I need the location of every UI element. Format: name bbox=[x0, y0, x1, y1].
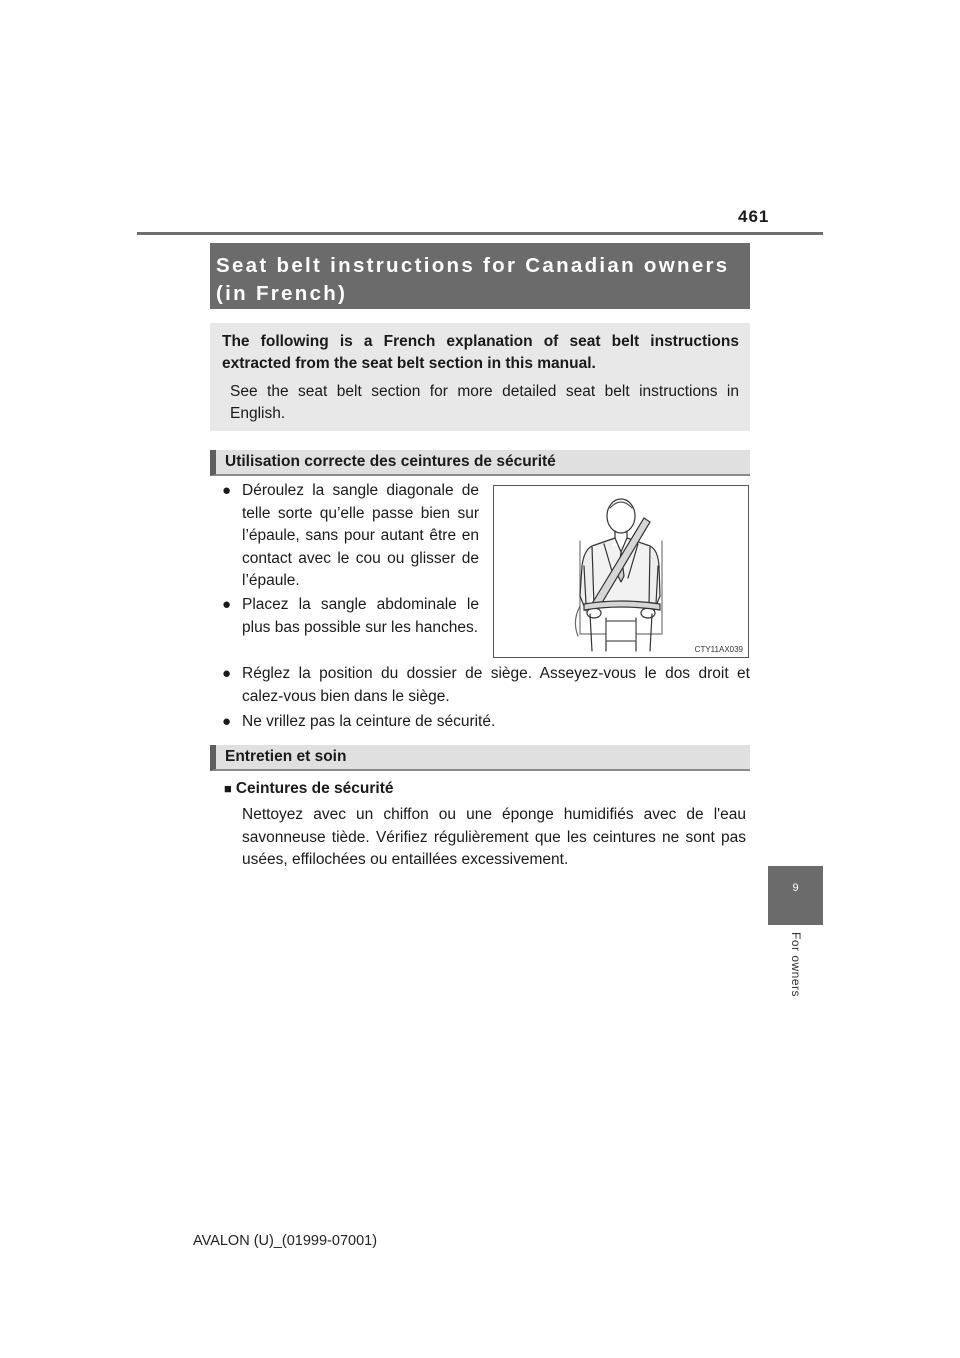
item-title: Ceintures de sécurité bbox=[235, 780, 394, 797]
bullet-text: Déroulez la sangle diagonale de telle sorte qu’elle passe bien sur l’épaule, sans pour autant être en contact avec le cou ou glisser de l’épaule. bbox=[242, 482, 479, 589]
section-title: Seat belt instructions for Canadian owners (in French) bbox=[210, 243, 750, 309]
chapter-tab: 9 bbox=[768, 866, 823, 925]
intro-box bbox=[210, 323, 750, 431]
list-item bbox=[222, 711, 750, 734]
list-item bbox=[222, 480, 479, 593]
bullet-icon: ● bbox=[222, 596, 232, 613]
seated-person-seatbelt-illustration bbox=[493, 485, 749, 658]
chapter-label: For owners bbox=[789, 932, 803, 998]
usage-heading: Utilisation correcte des ceintures de sécurité bbox=[210, 450, 750, 476]
seated-person-icon bbox=[494, 486, 748, 657]
maintenance-heading: Entretien et soin bbox=[210, 745, 750, 771]
list-item bbox=[222, 594, 479, 639]
bullet-icon: ● bbox=[222, 665, 232, 682]
bullet-text: Réglez la position du dossier de siège. Asseyez-vous le dos droit et calez-vous bien dans le siège. bbox=[242, 665, 750, 705]
maintenance-item-text: Nettoyez avec un chiffon ou une éponge humidifiés avec de l'eau savonneuse tiède. Vérifiez régulièrement que les ceintures ne sont pas usées, effilochées ou entaillées excessivement. bbox=[242, 806, 746, 868]
header-rule bbox=[137, 232, 823, 235]
intro-bold-text: The following is a French explanation of seat belt instructions extracted from the seat belt section in this manual. bbox=[222, 333, 739, 372]
bullet-text: Placez la sangle abdominale le plus bas possible sur les hanches. bbox=[242, 596, 479, 636]
intro-note-text: See the seat belt section for more detailed seat belt instructions in English. bbox=[230, 383, 739, 422]
figure-code: CTY11AX039 bbox=[694, 645, 743, 654]
square-bullet-icon: ■ bbox=[224, 781, 232, 796]
footer-code: AVALON (U)_(01999-07001) bbox=[193, 1233, 378, 1249]
bullet-icon: ● bbox=[222, 482, 232, 499]
bullet-icon: ● bbox=[222, 713, 232, 730]
maintenance-item-title bbox=[224, 778, 744, 800]
bullet-text: Ne vrillez pas la ceinture de sécurité. bbox=[242, 713, 496, 730]
list-item bbox=[222, 663, 750, 708]
page-number: 461 bbox=[738, 207, 770, 226]
